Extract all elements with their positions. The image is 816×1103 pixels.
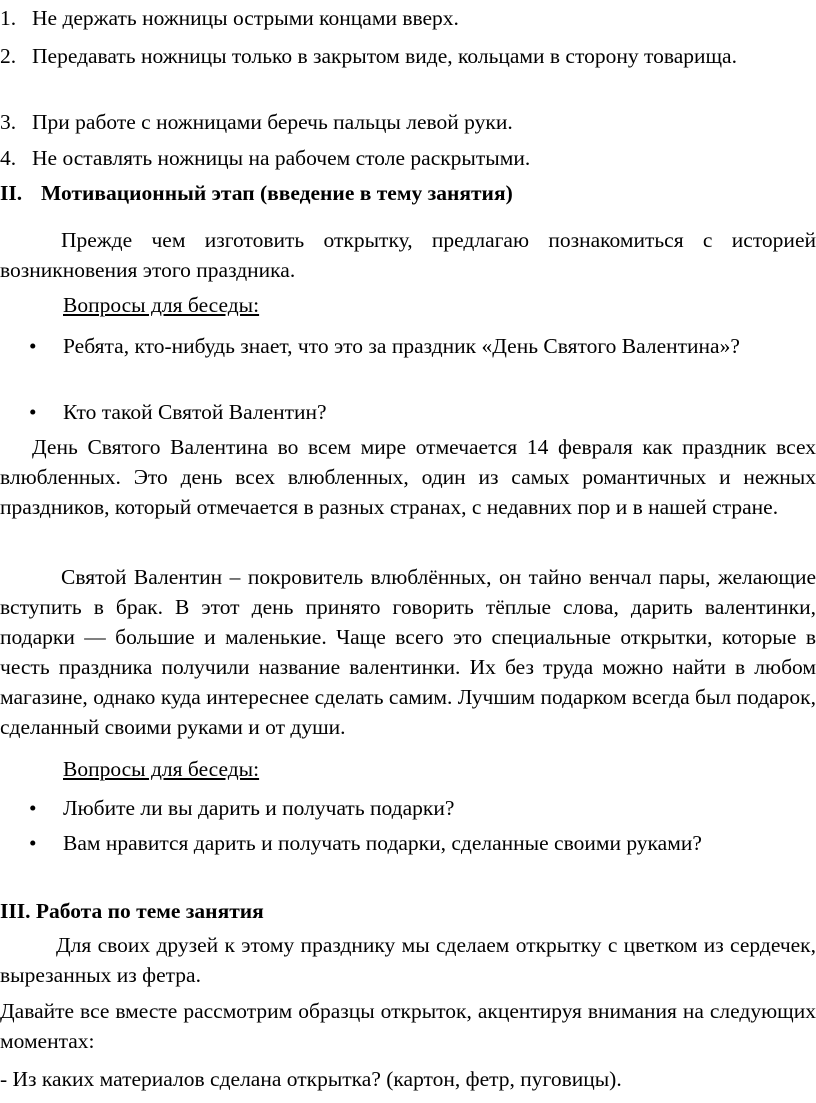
section-heading: III. Работа по теме занятия: [0, 899, 264, 923]
rule-item: [0, 3, 816, 33]
bullet-icon: •: [29, 831, 37, 855]
rule-number: 2.: [0, 44, 17, 68]
paragraph: Для своих друзей к этому празднику мы сделаем открытку с цветком из сердечек, вырезанных из фетра.: [0, 933, 816, 987]
bullet-icon: •: [29, 334, 37, 358]
section-number: II.: [0, 181, 23, 205]
paragraph: День Святого Валентина во всем мире отмечается 14 февраля как праздник всех влюбленных. Это день всех влюбленных, один из самых романтичных и нежных праздников, который отмечается в разных странах, с недавних пор и в нашей стране.: [0, 435, 816, 519]
list-item-text: Кто такой Святой Валентин?: [63, 400, 327, 424]
bullet-icon: •: [29, 796, 37, 820]
rule-item: [0, 107, 816, 137]
rule-text: Не держать ножницы острыми концами вверх.: [32, 6, 459, 30]
section-heading: [0, 178, 816, 208]
list-item-text: Вам нравится дарить и получать подарки, сделанные своими руками?: [63, 831, 702, 855]
rule-item: [0, 41, 816, 71]
paragraph: Давайте все вместе рассмотрим образцы открыток, акцентируя внимания на следующих моментах:: [0, 999, 816, 1053]
list-item: [0, 793, 816, 823]
list-item-text: Любите ли вы дарить и получать подарки?: [63, 796, 455, 820]
rule-text: При работе с ножницами беречь пальцы левой руки.: [32, 110, 513, 134]
list-item-text: Ребята, кто-нибудь знает, что это за праздник «День Святого Валентина»?: [63, 334, 740, 358]
rule-item: [0, 143, 816, 173]
rule-text: Передавать ножницы только в закрытом виде, кольцами в сторону товарища.: [32, 44, 737, 68]
paragraph: - Из каких материалов сделана открытка? (картон, фетр, пуговицы).: [0, 1067, 622, 1091]
rule-number: 1.: [0, 6, 17, 30]
rule-text: Не оставлять ножницы на рабочем столе раскрытыми.: [32, 146, 531, 170]
list-item: [0, 331, 816, 361]
questions-label: [0, 290, 816, 320]
questions-label-text: Вопросы для беседы:: [63, 757, 260, 781]
bullet-icon: •: [29, 400, 37, 424]
questions-label: [0, 754, 816, 784]
questions-label-text: Вопросы для беседы:: [63, 293, 260, 317]
paragraph: Святой Валентин – покровитель влюблённых, он тайно венчал пары, желающие вступить в брак. В этот день принято говорить тёплые слова, дарить валентинки, подарки — большие и маленькие. Чаще всего это специальные открытки, которые в честь праздника получили название валентинки. Их без труда можно найти в любом магазине, однако куда интереснее сделать самим. Лучшим подарком всегда был подарок, сделанный своими руками и от души.: [0, 565, 816, 739]
list-item: [0, 397, 816, 427]
paragraph: Прежде чем изготовить открытку, предлагаю познакомиться с историей возникновения этого праздника.: [0, 228, 816, 282]
section-title: Мотивационный этап (введение в тему занятия): [41, 181, 513, 205]
rule-number: 3.: [0, 110, 17, 134]
rule-number: 4.: [0, 146, 17, 170]
list-item: [0, 828, 816, 858]
